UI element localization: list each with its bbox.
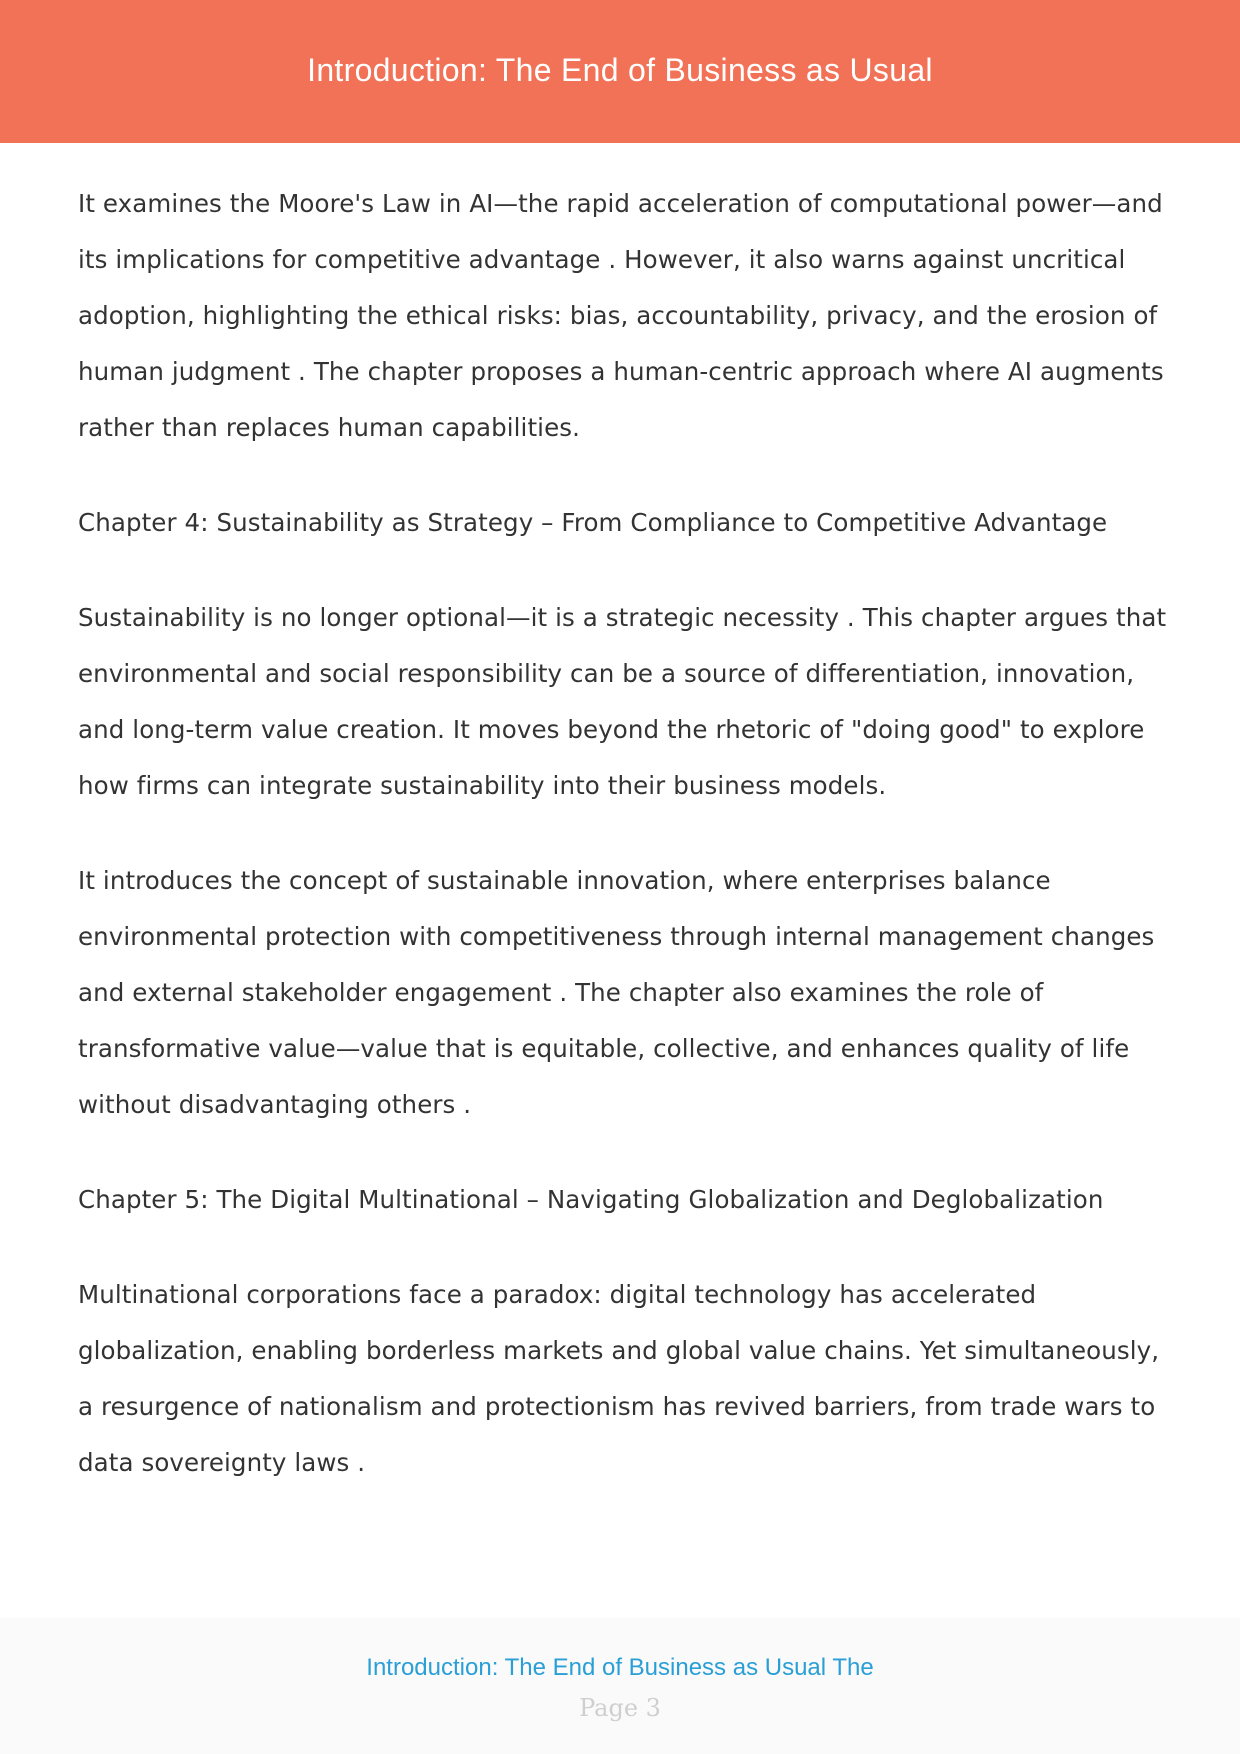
body-paragraph: It introduces the concept of sustainable innovation, where enterprises balance environmental protection with competitiveness through internal management changes and external stakeholder engagement . The chapter also examines the role of transformative value—value that is equitable, collective, and enhances quality of life without disadvantaging others . <box>78 866 1155 1119</box>
chapter-heading: Chapter 4: Sustainability as Strategy – From Compliance to Competitive Advantage <box>78 508 1108 537</box>
body-paragraph: It examines the Moore's Law in AI—the rapid acceleration of computational power—and its implications for competitive advantage . However, it also warns against uncritical adoption, highlighting the ethical risks: bias, accountability, privacy, and the erosion of human judgment . The chapter proposes a human-centric approach where AI augments rather than replaces human capabilities. <box>78 189 1164 442</box>
body-paragraph: Sustainability is no longer optional—it is a strategic necessity . This chapter argues that environmental and social responsibility can be a source of differentiation, innovation, and long-term value creation. It moves beyond the rhetoric of "doing good" to explore how firms can integrate sustainability into their business models. <box>78 603 1167 800</box>
chapter-heading: Chapter 5: The Digital Multinational – Navigating Globalization and Deglobalization <box>78 1185 1104 1214</box>
body-paragraph: Multinational corporations face a paradox: digital technology has accelerated globalization, enabling borderless markets and global value chains. Yet simultaneously, a resurgence of nationalism and protectionism has revived barriers, from trade wars to data sovereignty laws . <box>78 1280 1160 1477</box>
page-header <box>0 0 1240 143</box>
page-number: Page 3 <box>579 1694 661 1722</box>
footer-title: Introduction: The End of Business as Usual The <box>366 1654 874 1681</box>
page-footer <box>0 1618 1240 1754</box>
document-body <box>78 176 1168 1530</box>
header-title: Introduction: The End of Business as Usual <box>307 52 933 88</box>
